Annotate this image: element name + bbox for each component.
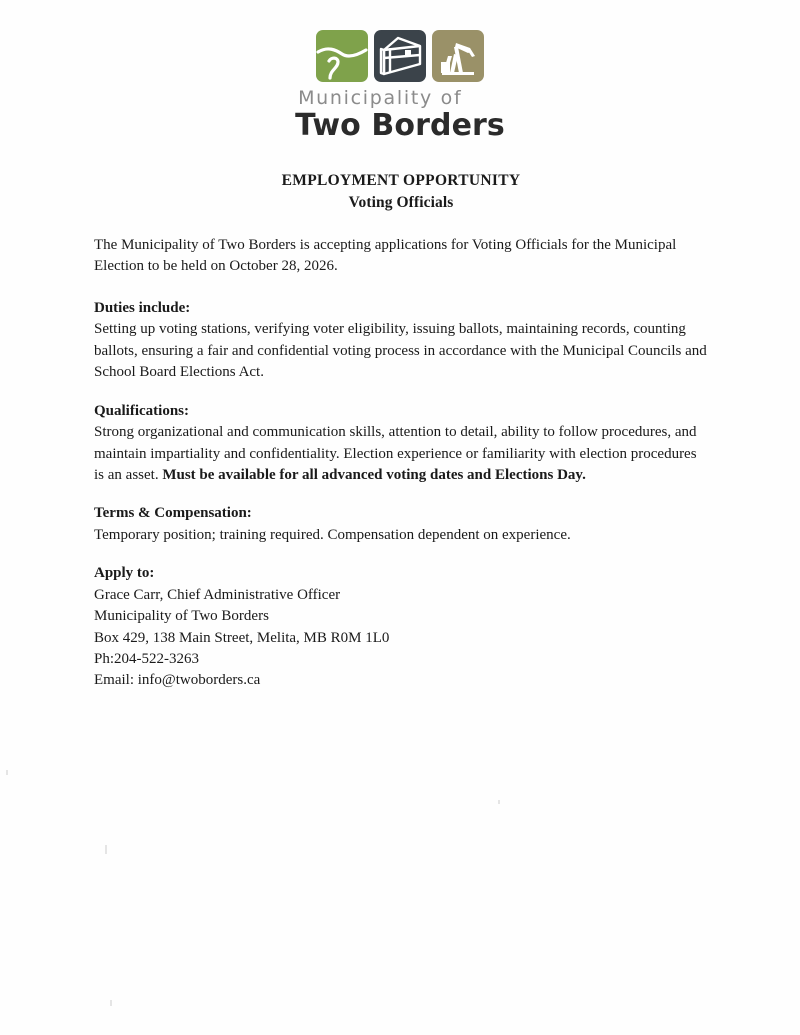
barn-tile	[374, 30, 426, 82]
intro-paragraph: The Municipality of Two Borders is accepting applications for Voting Officials for the Municipal Election to be held on October 28, 2026.	[94, 237, 677, 275]
qualifications-body	[94, 422, 708, 486]
apply-line-email: Email: info@twoborders.ca	[94, 672, 261, 689]
oil-pumpjack-icon	[432, 30, 484, 82]
scan-speck	[498, 800, 500, 804]
qualifications-body-text: Strong organizational and communication skills, attention to detail, ability to follow procedures, and maintain impartiality and confidentiality. Election experience or familiarity with election procedures is an asset.	[94, 424, 697, 483]
pumpjack-tile	[432, 30, 484, 82]
duties-heading: Duties include:	[94, 299, 191, 316]
qualifications-heading: Qualifications:	[94, 402, 190, 419]
duties-body: Setting up voting stations, verifying voter eligibility, issuing ballots, maintaining records, counting ballots, ensuring a fair and confidential voting process in accordance with the Municipal Councils and School Board Elections Act.	[94, 321, 707, 381]
apply-heading: Apply to:	[94, 565, 155, 582]
river-tile	[316, 30, 368, 82]
terms-body: Temporary position; training required. Compensation dependent on experience.	[94, 526, 571, 543]
apply-line-address: Box 429, 138 Main Street, Melita, MB R0M 1L0	[94, 629, 390, 646]
terms-heading: Terms & Compensation:	[94, 505, 252, 522]
apply-line-name: Grace Carr, Chief Administrative Officer	[94, 586, 341, 603]
page-subtitle: Voting Officials	[348, 194, 454, 211]
barn-building-icon	[374, 30, 426, 82]
document-body	[94, 170, 708, 692]
logo-wordmark-top: Municipality of	[298, 87, 463, 109]
municipality-logo	[0, 30, 800, 141]
page-title: EMPLOYMENT OPPORTUNITY	[281, 172, 521, 189]
logo-wordmark	[295, 89, 505, 141]
winding-river-icon	[316, 30, 368, 82]
scan-speck	[6, 770, 8, 775]
scan-speck	[105, 845, 107, 854]
apply-line-org: Municipality of Two Borders	[94, 608, 269, 625]
qualifications-body-emphasis: Must be available for all advanced voting dates and Elections Day.	[162, 466, 586, 483]
logo-wordmark-bottom: Two Borders	[295, 108, 505, 143]
scan-speck	[110, 1000, 112, 1006]
logo-tiles	[316, 30, 484, 82]
apply-line-phone: Ph:204-522-3263	[94, 651, 199, 667]
